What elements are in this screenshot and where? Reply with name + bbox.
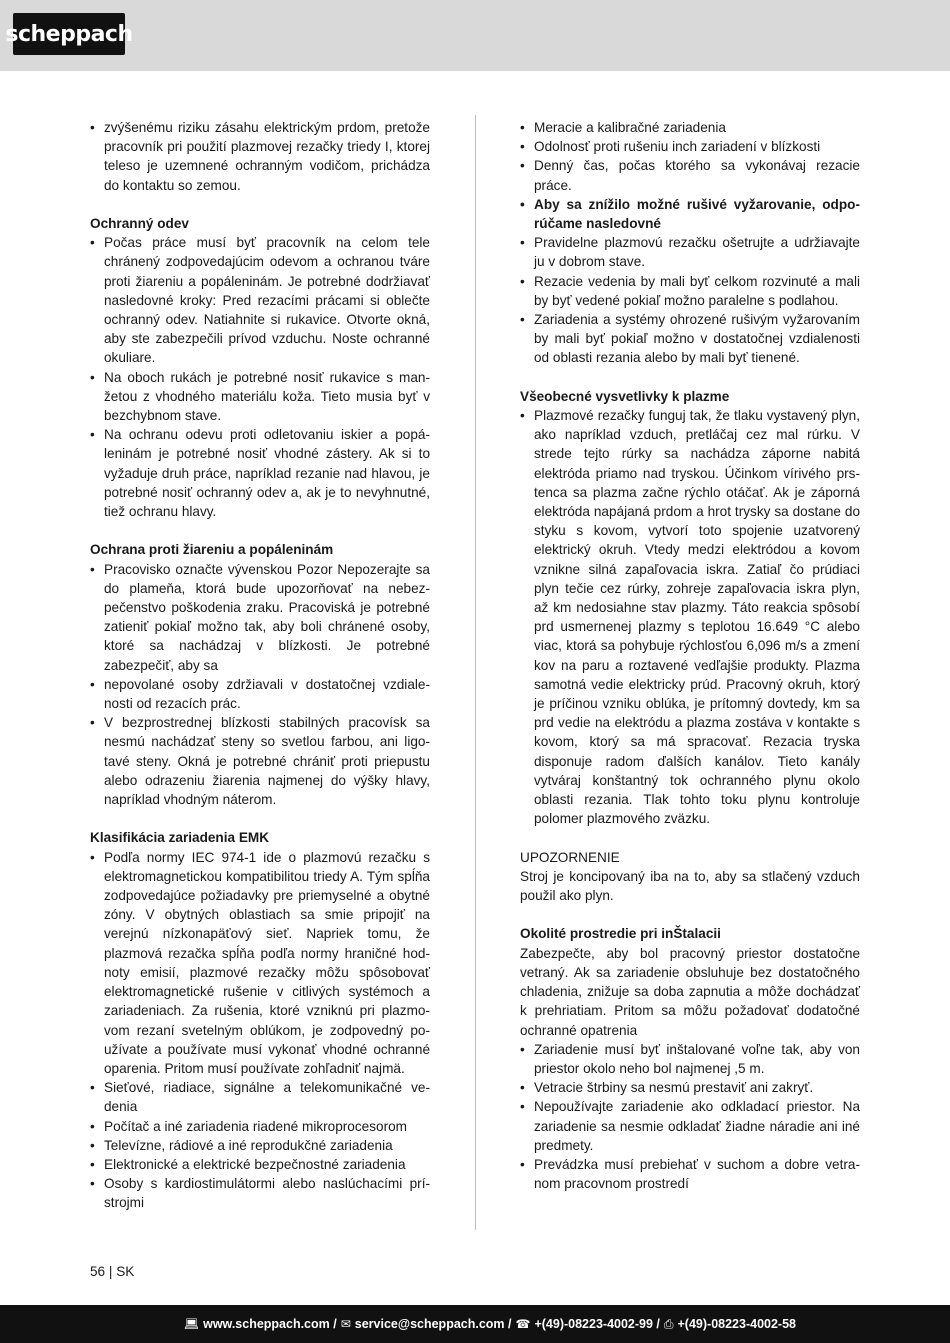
list-item-bold: • Aby sa znížilo možné rušivé vyžarovanie, odporúčame nasledovné <box>520 195 860 233</box>
section-title-radiation-protection: Ochrana proti žiareniu a popáleninám <box>90 542 334 558</box>
page-number-value: 56 <box>90 1264 106 1279</box>
list-item: • Vetracie štrbiny sa nesmú prestaviť ani zakryť. <box>520 1078 860 1097</box>
warning-text: Stroj je koncipovaný iba na to, aby sa stlačený vzduch použil ako plyn. <box>520 868 860 904</box>
section-title-emc-classification: Klasifikácia zariadenia EMK <box>90 830 270 846</box>
page-language: SK <box>116 1264 135 1279</box>
list-item: • Nepoužívajte zariadenie ako odkladací priestor. Na zariadenie sa nesmie odkladať žiadne náradie ani iné predmety. <box>520 1097 860 1155</box>
list-item: • Na ochranu odevu proti odletovaniu iskier a popáleninám je potrebné nosiť vhodné zástery. Ak si to vyžaduje druh práce, napríklad rezanie nad hlavou, je potrebné nosiť ochranný odev a, ak je to nevyhnutné, tiež ochranu hlavy. <box>90 425 430 521</box>
list-item: • V bezprostrednej blízkosti stabilných pracovísk sa nesmú nachádzať steny so svetlou farbou, ani ligotavé steny. Okná je potrebné chrániť proti priepustu alebo odrazeniu žiarenia najmenej do výšky hlavy, napríklad vhodným náterom. <box>90 713 430 809</box>
list-item: • Prevádzka musí prebiehať v suchom a dobre vetranom pracovnom prostredí <box>520 1155 860 1193</box>
left-column <box>90 118 430 1213</box>
list-item: • Odolnosť proti rušeniu inch zariadení v blízkosti <box>520 137 860 156</box>
footer-website[interactable]: www.scheppach.com / <box>203 1317 337 1331</box>
plasma-list <box>520 406 860 828</box>
installation-text: Zabezpečte, aby bol pracovný priestor dostatočne vetraný. Ak sa zariadenie obsluhuje bez dostatočného chladenia, znižuje sa doba zapnutia a môže dochádzať k prehriatiam. Pritom sa môžu požadovať dodatočné ochranné opatrenia <box>520 945 860 1038</box>
page-number <box>90 1264 134 1279</box>
column-divider <box>475 115 476 1230</box>
list-item: • zvýšenému riziku zásahu elektrickým prdom, pretože pracovník pri použití plazmovej rezačky triedy I, ktorej teleso je uzemnené ochranným vodičom, prichádza do kontaktu so zemou. <box>90 118 430 195</box>
page-separator: | <box>108 1264 113 1279</box>
list-item: • Podľa normy IEC 974-1 ide o plazmovú rezačku s elektromagnetickou kompatibilitou triedy A. Tým spĺňa zodpovedajúce požiadavky pre priemyselné a obytné zóny. V obytných oblastiach sa smie pripojiť na verejnú nízkonapäťový sieť. Napriek tomu, že plazmová rezačka spĺňa podľa normy hraničné hodnoty emisií, plazmové rezačky môžu spôsobovať elektromagnetické rušenie v citlivých systémoch a zariadeniach. Za rušenia, ktoré vzniknú pri plazmovom rezaní svetelným oblúkom, je zodpovedný používate a používate musí vykonať vhodné ochranné oparenia. Pritom musí používate zohľadniť najmä. <box>90 848 430 1078</box>
section-title-installation-environment: Okolité prostredie pri inŠtalacii <box>520 926 721 942</box>
section-title-plasma-explanation: Všeobecné vysvetlivky k plazme <box>520 388 730 404</box>
list-item: • Osoby s kardiostimulátormi alebo naslúchacími prístrojmi <box>90 1174 430 1212</box>
list-item: • nepovolané osoby zdržiavali v dostatočnej vzdialenosti od rezacích prác. <box>90 675 430 713</box>
footer-email[interactable]: service@scheppach.com / <box>354 1317 512 1331</box>
list-item: • Plazmové rezačky funguj tak, že tlaku vystavený plyn, ako napríklad vzduch, pretláčaj cez mal rúrku. V strede tejto rúrky sa nachádza záporne nabitá elektróda priamo nad tryskou. Účinkom vírivého prstenca sa plazma začne rýchlo otáčať. Ak je záporná elektróda napájaná prdom a hrot trysky sa dostane do styku s kovom, vytvorí toto spojenie uzatvorený elektrický okruh. Vtedy medzi elektródou a kovom vznikne silná zapaľovacia iskra. Zatiaľ čo prúdiaci plyn tečie cez rúrky, zohreje zapaľovacia iskra plyn, až km nedosiahne stav plazmy. Táto reakcia spôsobí prd usmernenej plazmy s teplotou 16.649 °C alebo viac, ktorá sa pohybuje rýchlosťou 6,096 m/s a zmení kov na paru a roztavené vedľajšie produkty. Plazma samotná vedie elektricky prúd. Pracovný okruh, ktorý je príčinou vzniku oblúka, je prítomný dovtedy, km sa prd vedie na elektródu a plazma zostáva v kontakte s kovom, ktorý sa má spracovať. Rezacia tryska disponuje radom ďalších kanálov. Tieto kanály vytváraj konštantný tok ochranného plynu okolo oblasti rezania. Tlak tohto toku plynu kontroluje polomer plazmového zväzku. <box>520 406 860 828</box>
footer-phone: +(49)-08223-4002-99 / <box>534 1317 660 1331</box>
list-item: • Elektronické a elektrické bezpečnostné zariadenia <box>90 1155 430 1174</box>
list-item: • Meracie a kalibračné zariadenia <box>520 118 860 137</box>
phone-icon: ☎ <box>515 1317 531 1331</box>
footer-fax: +(49)-08223-4002-58 <box>677 1317 796 1331</box>
intro-list <box>90 118 430 195</box>
list-item: • Počítač a iné zariadenia riadené mikroprocesorom <box>90 1117 430 1136</box>
warning-title: UPOZORNENIE <box>520 849 620 865</box>
list-item: • Na oboch rukách je potrebné nosiť rukavice s manžetou z vhodného materiálu koža. Tieto musia byť v bezchybnom stave. <box>90 368 430 426</box>
list-item: • Zariadenie musí byť inštalované voľne tak, aby von priestor okolo neho bol najmenej ,5 m. <box>520 1040 860 1078</box>
section-title-protective-clothing: Ochranný odev <box>90 216 189 231</box>
brand-logo: scheppach <box>13 13 125 55</box>
list-item: • Televízne, rádiové a iné reprodukčné zariadenia <box>90 1136 430 1155</box>
protective-clothing-list <box>90 233 430 521</box>
list-item: • Zariadenia a systémy ohrozené rušivým vyžarovaním by mali byť pokiaľ možno v dostatočnej vzdialenosti od oblasti rezania alebo by mali byť tienené. <box>520 310 860 368</box>
list-item: • Pracovisko označte vývenskou Pozor Nepozerajte sa do plameňa, ktorá bude upozorňovať na nebezpečenstvo poškodenia zraku. Pracoviská je potrebné zatieniť pokiaľ možno tak, aby boli chránené osoby, ktoré sa nachádzaj v blízkosti. Je potrebné zabezpečiť, aby sa <box>90 560 430 675</box>
header-bar <box>0 0 950 71</box>
interference-list <box>520 118 860 368</box>
fax-icon: ⎙ <box>663 1316 674 1331</box>
list-item: • Rezacie vedenia by mali byť celkom rozvinuté a mali by byť vedené pokiaľ možno paralelne s podlahou. <box>520 272 860 310</box>
computer-icon: 💻︎ <box>183 1317 200 1331</box>
footer-bar <box>0 1305 950 1343</box>
list-item: • Denný čas, počas ktorého sa vykonávaj rezacie práce. <box>520 156 860 194</box>
installation-list <box>520 1040 860 1194</box>
list-item: • Pravidelne plazmovú rezačku ošetrujte a udržiavajte ju v dobrom stave. <box>520 233 860 271</box>
emc-list <box>90 848 430 1213</box>
list-item: • Počas práce musí byť pracovník na celom tele chránený zodpovedajúcim odevom a ochranou tváre proti žiareniu a popáleninám. Je potrebné dodržiavať nasledovné kroky: Pred rezacími prácami si oblečte ochranný odev. Natiahnite si rukavice. Otvorte okná, aby ste zabezpečili prívod vzduchu. Noste ochranné okuliare. <box>90 233 430 367</box>
list-item: • Sieťové, riadiace, signálne a telekomunikačné vedenia <box>90 1078 430 1116</box>
right-column <box>520 118 860 1193</box>
mail-icon: ✉ <box>340 1317 351 1331</box>
radiation-protection-list <box>90 560 430 810</box>
